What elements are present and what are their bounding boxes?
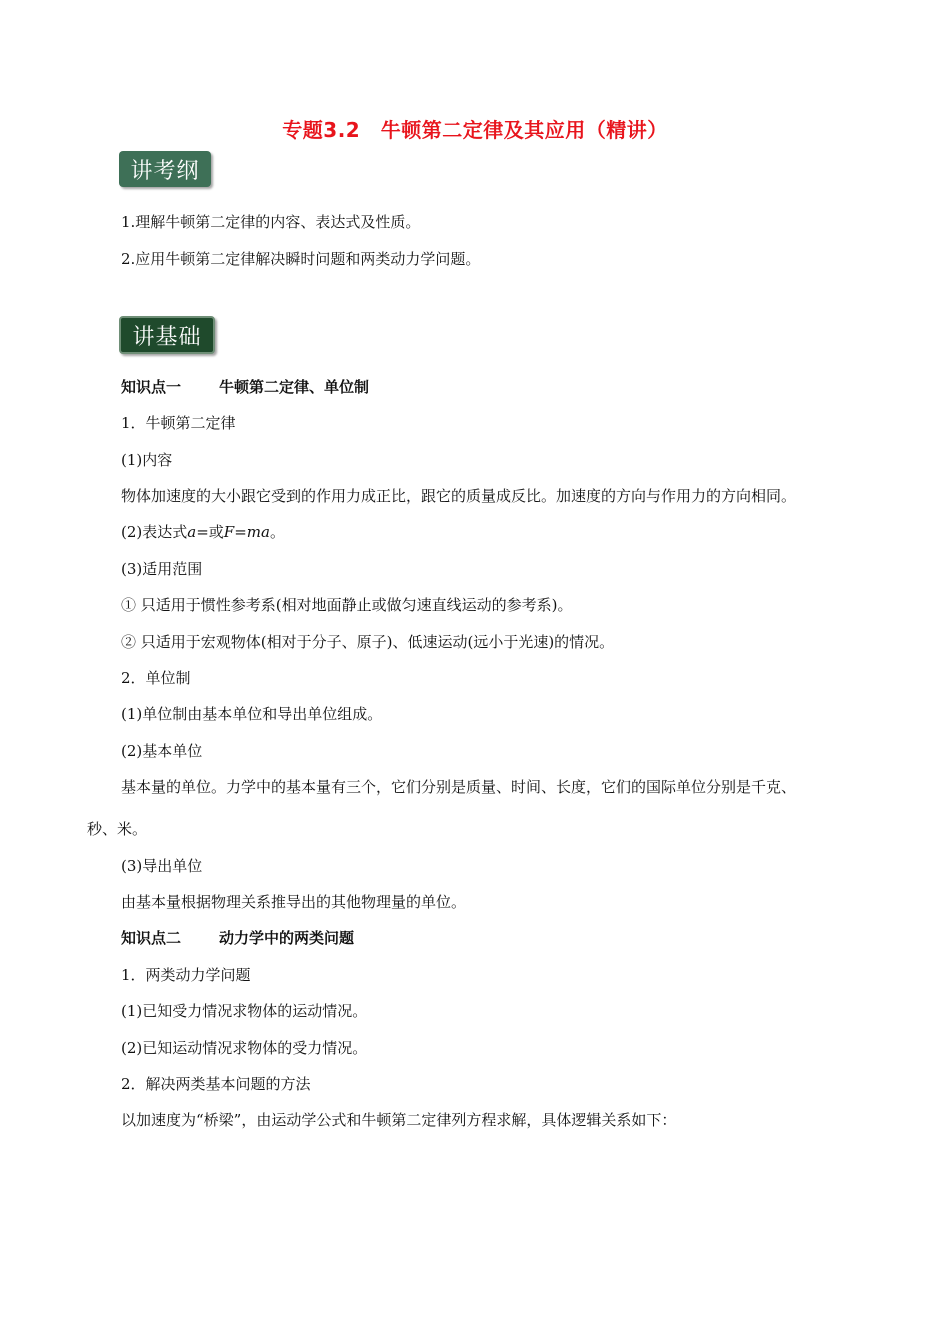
basics-badge: 讲基础 [119, 316, 215, 354]
expression-mid: =或 [196, 523, 224, 541]
kp1-expression [121, 522, 285, 542]
kp1-derived-units-text: 由基本量根据物理关系推导出的其他物理量的单位。 [121, 893, 467, 911]
kp1-section-1-heading: 1．牛顿第二定律 [121, 414, 236, 432]
kp1-base-units-text-a: 基本量的单位。力学中的基本量有三个，它们分别是质量、时间、长度，它们的国际单位分别是千克、 [121, 778, 797, 796]
page-title: 专题3.2 牛顿第二定律及其应用（精讲） [282, 118, 668, 142]
kp1-section-2-heading: 2．单位制 [121, 669, 191, 687]
kp1-base-units-text-b: 秒、米。 [87, 820, 148, 838]
kp2-problem-type-1: (1)已知受力情况求物体的运动情况。 [121, 1002, 368, 1020]
expression-equals: = [234, 523, 247, 541]
outline-item-2: 2.应用牛顿第二定律解决瞬时问题和两类动力学问题。 [121, 250, 481, 268]
kp1-label: 知识点一 [121, 378, 182, 396]
outline-item-1: 1.理解牛顿第二定律的内容、表达式及性质。 [121, 213, 421, 231]
expression-end: 。 [269, 523, 285, 541]
exam-outline-badge: 讲考纲 [119, 151, 211, 187]
kp1-base-units-heading: (2)基本单位 [121, 742, 203, 760]
kp1-title: 牛顿第二定律、单位制 [219, 378, 370, 396]
kp1-content-text: 物体加速度的大小跟它受到的作用力成正比，跟它的质量成反比。加速度的方向与作用力的方向相同。 [121, 487, 797, 505]
kp2-section-1-heading: 1．两类动力学问题 [121, 966, 251, 984]
formula-F: F [223, 523, 235, 541]
kp1-scope-item-1: ① 只适用于惯性参考系(相对地面静止或做匀速直线运动的参考系)。 [121, 596, 573, 614]
kp1-scope-item-2: ② 只适用于宏观物体(相对于分子、原子)、低速运动(远小于光速)的情况。 [121, 633, 615, 651]
kp1-scope-heading: (3)适用范围 [121, 560, 203, 578]
kp1-unit-system-item-1: (1)单位制由基本单位和导出单位组成。 [121, 705, 383, 723]
kp2-method-text: 以加速度为“桥梁”，由运动学公式和牛顿第二定律列方程求解，具体逻辑关系如下： [121, 1111, 677, 1129]
expression-label: (2)表达式 [121, 523, 188, 541]
kp2-section-2-heading: 2．解决两类基本问题的方法 [121, 1075, 311, 1093]
formula-ma: ma [246, 523, 270, 541]
formula-a: a [187, 523, 197, 541]
knowledge-point-1-heading [121, 377, 369, 397]
kp2-problem-type-2: (2)已知运动情况求物体的受力情况。 [121, 1039, 368, 1057]
kp1-derived-units-heading: (3)导出单位 [121, 857, 203, 875]
knowledge-point-2-heading [121, 928, 354, 948]
kp2-title: 动力学中的两类问题 [219, 929, 355, 947]
kp1-content-heading: (1)内容 [121, 451, 173, 469]
kp2-label: 知识点二 [121, 929, 182, 947]
